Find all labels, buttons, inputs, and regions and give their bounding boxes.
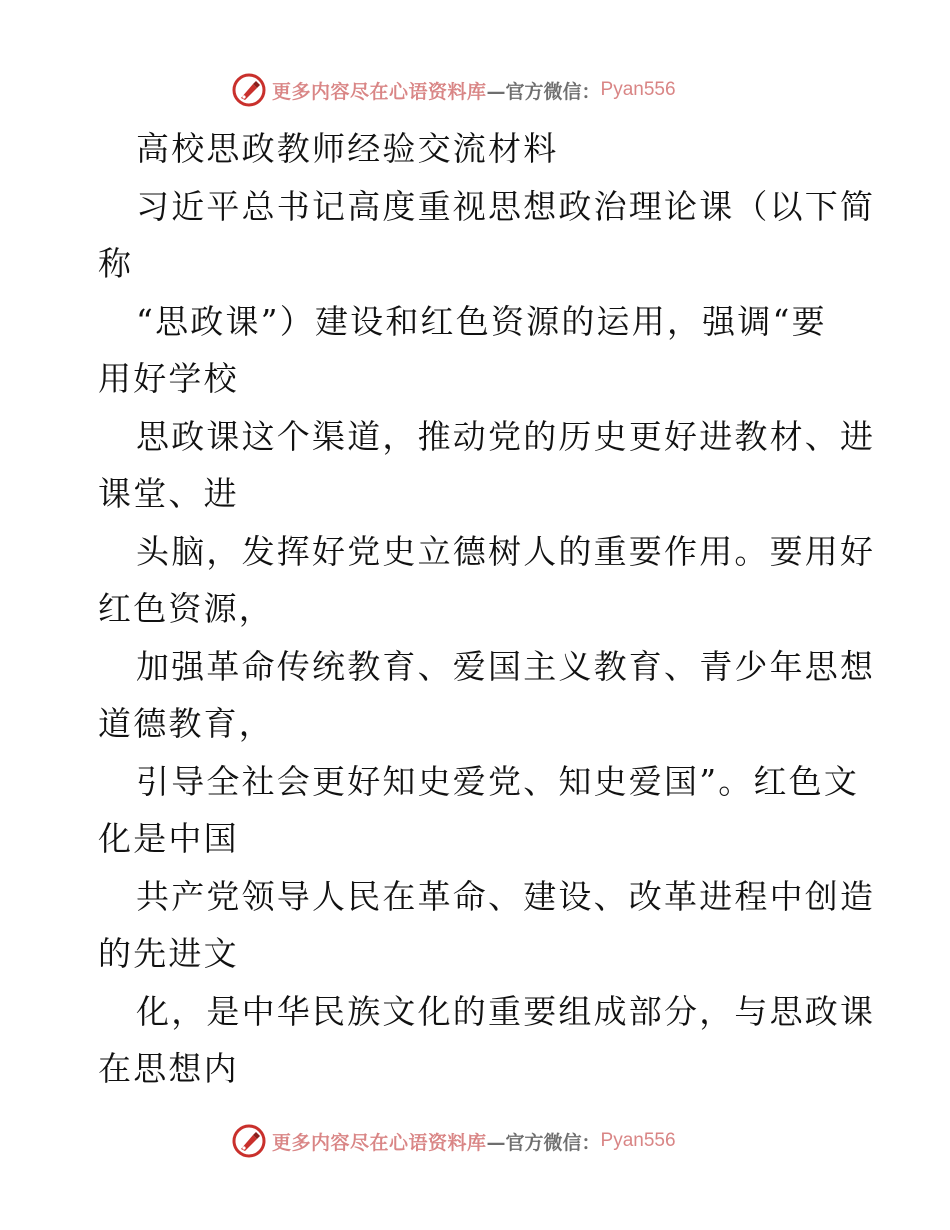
watermark-text: 更多内容尽在心语资料库 [272,80,487,103]
text-line: 共产党领导人民在革命、建设、改革进程中创造 [136,876,876,916]
watermark-code: Pyan556 [600,79,676,100]
pen-logo-icon [232,1124,266,1158]
text-line: 的先进文 [98,934,239,973]
text-line: 道德教育， [98,704,274,743]
text-line: 习近平总书记高度重视思想政治理论课（以下简 [136,186,876,226]
text-line: 红色资源， [98,589,274,628]
text-line: 头脑，发挥好党史立德树人的重要作用。要用好 [136,531,876,571]
watermark-text: 更多内容尽在心语资料库 [272,1131,487,1154]
text-line: 课堂、进 [98,474,239,513]
text-line: 化是中国 [98,819,239,858]
watermark-contact: —官方微信： [486,80,601,103]
text-line: 在思想内 [98,1049,239,1088]
document-body [98,120,876,1098]
header-watermark [232,70,676,110]
text-line: 称 [98,244,134,283]
text-line: 化，是中华民族文化的重要组成部分，与思政课 [136,991,876,1031]
footer-watermark [232,1121,676,1161]
pen-logo-icon [232,73,266,107]
text-line: 用好学校 [98,359,239,398]
text-line: 引导全社会更好知史爱党、知史爱国”。红色文 [136,761,860,801]
text-line: 思政课这个渠道，推动党的历史更好进教材、进 [136,416,876,456]
watermark-contact: —官方微信： [486,1131,601,1154]
text-line: “思政课”）建设和红色资源的运用，强调“要 [136,301,827,341]
document-title: 高校思政教师经验交流材料 [136,129,559,168]
text-line: 加强革命传统教育、爱国主义教育、青少年思想 [136,646,876,686]
watermark-code: Pyan556 [600,1130,676,1151]
